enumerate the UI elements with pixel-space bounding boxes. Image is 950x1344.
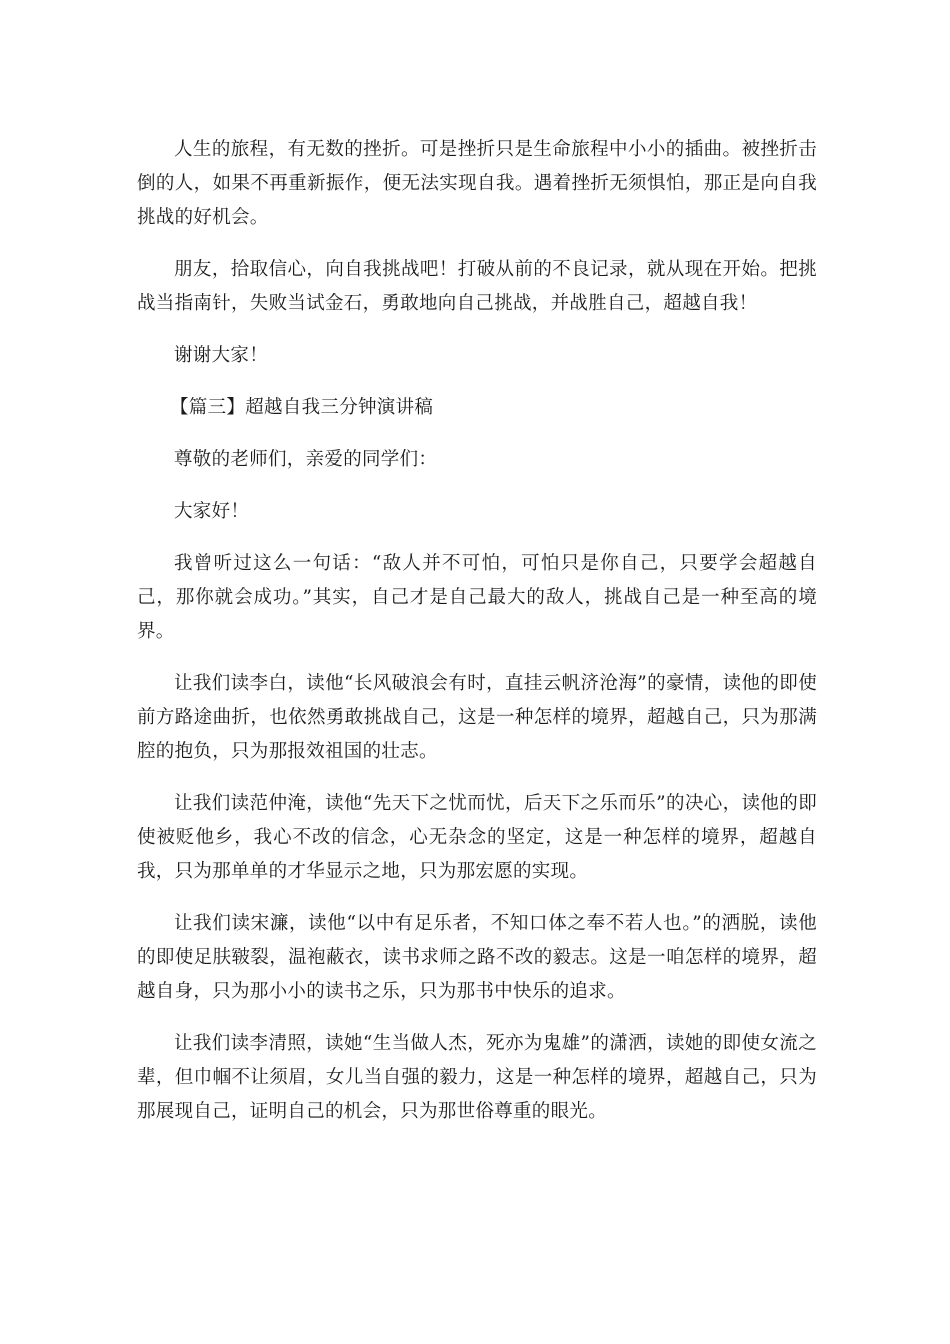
greeting: 大家好！ [174,501,250,522]
section-heading: 【篇三】超越自我三分钟演讲稿 [170,397,434,418]
paragraph: 人生的旅程，有无数的挫折。可是挫折只是生命旅程中小小的插曲。被挫折击倒的人，如果不再重新振作，便无法实现自我。遇着挫折无须惧怕，那正是向自我挑战的好机会。 [137,139,817,228]
salutation: 尊敬的老师们，亲爱的同学们： [174,449,438,470]
paragraph: 让我们读李白，读他“长风破浪会有时，直挂云帆济沧海”的豪情，读他的即使前方路途曲折，也依然勇敢挑战自己，这是一种怎样的境界，超越自己，只为那满腔的抱负，只为那报效祖国的壮志。 [137,673,817,762]
paragraph: 让我们读范仲淹，读他“先天下之忧而忧，后天下之乐而乐”的决心，读他的即使被贬他乡，我心不改的信念，心无杂念的坚定，这是一种怎样的境界，超越自我，只为那单单的才华显示之地，只为那宏愿的实现。 [137,793,817,882]
paragraph: 朋友，拾取信心，向自我挑战吧！打破从前的不良记录，就从现在开始。把挑战当指南针，失败当试金石，勇敢地向自己挑战，并战胜自己，超越自我！ [137,259,817,314]
paragraph: 让我们读宋濂，读他“以中有足乐者，不知口体之奉不若人也。”的洒脱，读他的即使足肤皲裂，温袍蔽衣，读书求师之路不改的毅志。这是一咱怎样的境界，超越自身，只为那小小的读书之乐，只为那书中快乐的追求。 [137,913,817,1002]
document-body [137,133,817,1147]
paragraph: 让我们读李清照，读她“生当做人杰，死亦为鬼雄”的潇洒，读她的即使女流之辈，但巾帼不让须眉，女儿当自强的毅力，这是一种怎样的境界，超越自己，只为那展现自己，证明自己的机会，只为那世俗尊重的眼光。 [137,1033,817,1122]
closing-thanks: 谢谢大家！ [174,345,269,366]
paragraph: 我曾听过这么一句话：“敌人并不可怕，可怕只是你自己，只要学会超越自己，那你就会成功。”其实，自己才是自己最大的敌人，挑战自己是一种至高的境界。 [137,553,817,642]
